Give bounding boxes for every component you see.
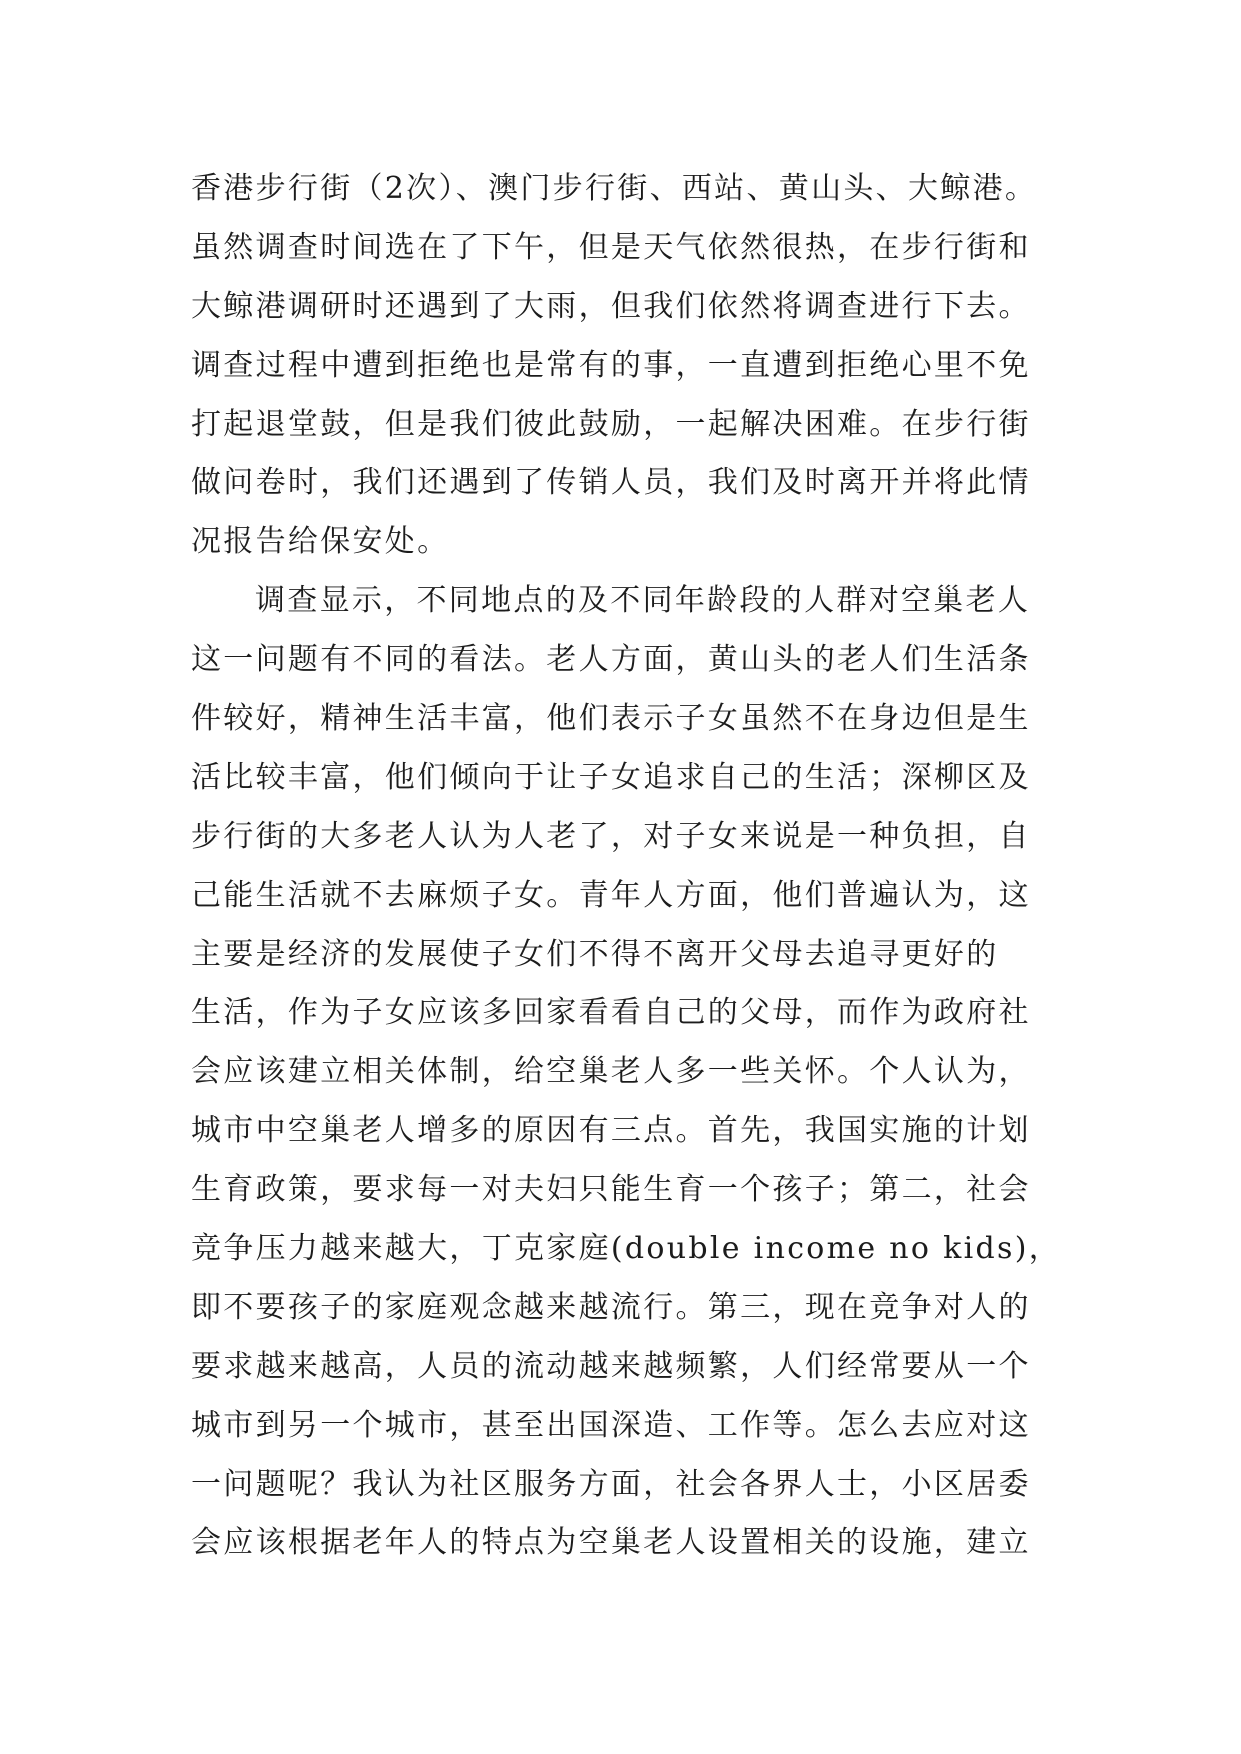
document-body xyxy=(191,160,1071,1573)
text-line: 己能生活就不去麻烦子女。青年人方面，他们普遍认为，这 xyxy=(191,877,1031,913)
text-line: 做问卷时，我们还遇到了传销人员，我们及时离开并将此情 xyxy=(191,465,1031,501)
text-line: 件较好，精神生活丰富，他们表示子女虽然不在身边但是生 xyxy=(191,701,1031,737)
text-line: 城市到另一个城市，甚至出国深造、工作等。怎么去应对这 xyxy=(191,1407,1031,1443)
text-line: 大鲸港调研时还遇到了大雨，但我们依然将调查进行下去。 xyxy=(191,288,1031,324)
text-line: 会应该根据老年人的特点为空巢老人设置相关的设施，建立 xyxy=(191,1525,1031,1561)
text-line: 主要是经济的发展使子女们不得不离开父母去追寻更好的 xyxy=(191,936,999,972)
text-line: 这一问题有不同的看法。老人方面，黄山头的老人们生活条 xyxy=(191,642,1031,678)
text-line: 会应该建立相关体制，给空巢老人多一些关怀。个人认为， xyxy=(191,1054,1031,1090)
text-line: 生活，作为子女应该多回家看看自己的父母，而作为政府社 xyxy=(191,995,1031,1031)
text-line: 城市中空巢老人增多的原因有三点。首先，我国实施的计划 xyxy=(191,1113,1031,1149)
text-line-indented: 调查显示，不同地点的及不同年龄段的人群对空巢老人 xyxy=(255,583,1031,619)
text-line: 生育政策，要求每一对夫妇只能生育一个孩子；第二，社会 xyxy=(191,1172,1031,1208)
text-line: 一问题呢？我认为社区服务方面，社会各界人士，小区居委 xyxy=(191,1466,1031,1502)
text-line: 步行街的大多老人认为人老了，对子女来说是一种负担，自 xyxy=(191,818,1031,854)
paragraph-main xyxy=(191,572,1071,1573)
text-line: 打起退堂鼓，但是我们彼此鼓励，一起解决困难。在步行街 xyxy=(191,406,1031,442)
text-line: 调查过程中遭到拒绝也是常有的事，一直遭到拒绝心里不免 xyxy=(191,347,1031,383)
text-line: 况报告给保安处。 xyxy=(191,524,450,560)
text-line: 要求越来越高，人员的流动越来越频繁，人们经常要从一个 xyxy=(191,1348,1031,1384)
text-line: 香港步行街（2次）、澳门步行街、西站、黄山头、大鲸港。 xyxy=(191,171,1038,206)
text-line: 活比较丰富，他们倾向于让子女追求自己的生活；深柳区及 xyxy=(191,759,1031,795)
text-line: 竞争压力越来越大，丁克家庭(double income no kids)， xyxy=(191,1231,1061,1267)
text-line: 即不要孩子的家庭观念越来越流行。第三，现在竞争对人的 xyxy=(191,1289,1031,1325)
paragraph-continued xyxy=(191,160,1071,572)
text-line: 虽然调查时间选在了下午，但是天气依然很热，在步行街和 xyxy=(191,229,1031,265)
